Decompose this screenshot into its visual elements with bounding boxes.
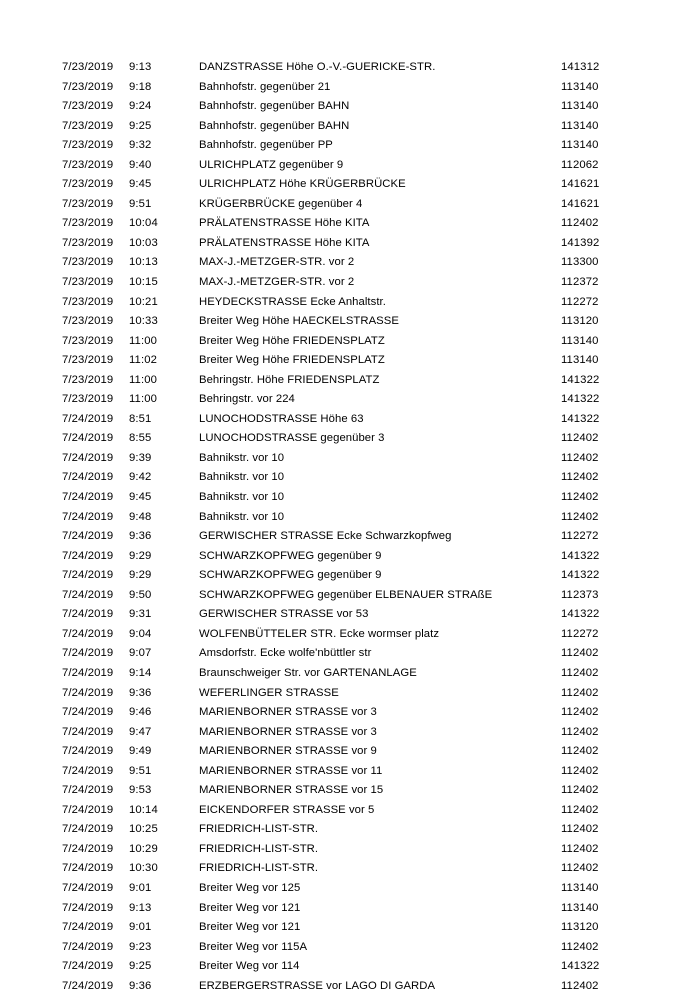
table-row bbox=[0, 488, 700, 508]
table-row bbox=[0, 723, 700, 743]
cell-code: 112402 bbox=[561, 686, 599, 699]
table-row bbox=[0, 136, 700, 156]
cell-time: 11:02 bbox=[129, 354, 157, 367]
cell-time: 9:49 bbox=[129, 745, 152, 758]
cell-location: Breiter Weg vor 121 bbox=[199, 921, 301, 934]
cell-code: 141322 bbox=[561, 393, 600, 406]
cell-code: 141322 bbox=[561, 608, 600, 621]
cell-location: EICKENDORFER STRASSE vor 5 bbox=[199, 803, 375, 816]
cell-location: WEFERLINGER STRASSE bbox=[199, 686, 339, 699]
cell-code: 112402 bbox=[561, 842, 599, 855]
cell-date: 7/24/2019 bbox=[62, 901, 114, 914]
cell-code: 141322 bbox=[561, 960, 600, 973]
cell-location: SCHWARZKOPFWEG gegenüber 9 bbox=[199, 569, 382, 582]
cell-date: 7/24/2019 bbox=[62, 471, 114, 484]
table-row bbox=[0, 468, 700, 488]
table-row bbox=[0, 527, 700, 547]
cell-code: 112373 bbox=[561, 588, 599, 601]
cell-code: 112402 bbox=[561, 706, 599, 719]
cell-date: 7/23/2019 bbox=[62, 178, 114, 191]
cell-date: 7/24/2019 bbox=[62, 725, 114, 738]
cell-time: 10:29 bbox=[129, 842, 158, 855]
cell-date: 7/24/2019 bbox=[62, 510, 114, 523]
cell-location: Breiter Weg vor 125 bbox=[199, 881, 301, 894]
cell-location: ULRICHPLATZ Höhe KRÜGERBRÜCKE bbox=[199, 178, 406, 191]
cell-code: 113120 bbox=[561, 315, 599, 328]
table-row bbox=[0, 117, 700, 137]
cell-location: Behringstr. Höhe FRIEDENSPLATZ bbox=[199, 373, 380, 386]
table-row bbox=[0, 859, 700, 879]
cell-location: Amsdorfstr. Ecke wolfe'nbüttler str bbox=[199, 647, 372, 660]
table-row bbox=[0, 781, 700, 801]
cell-date: 7/24/2019 bbox=[62, 608, 114, 621]
cell-date: 7/23/2019 bbox=[62, 119, 114, 132]
cell-time: 10:15 bbox=[129, 276, 158, 289]
cell-time: 9:36 bbox=[129, 686, 152, 699]
cell-time: 11:00 bbox=[129, 373, 157, 386]
cell-date: 7/23/2019 bbox=[62, 295, 114, 308]
table-row bbox=[0, 97, 700, 117]
table-row bbox=[0, 644, 700, 664]
table-row bbox=[0, 684, 700, 704]
cell-time: 9:36 bbox=[129, 979, 152, 990]
cell-location: MARIENBORNER STRASSE vor 3 bbox=[199, 725, 377, 738]
cell-code: 141392 bbox=[561, 236, 600, 249]
table-row bbox=[0, 664, 700, 684]
cell-location: Bahnikstr. vor 10 bbox=[199, 451, 285, 464]
cell-time: 11:00 bbox=[129, 393, 157, 406]
cell-code: 112402 bbox=[561, 940, 599, 953]
cell-location: GERWISCHER STRASSE vor 53 bbox=[199, 608, 369, 621]
cell-code: 112402 bbox=[561, 803, 599, 816]
cell-date: 7/24/2019 bbox=[62, 647, 114, 660]
cell-code: 113140 bbox=[561, 80, 599, 93]
cell-date: 7/24/2019 bbox=[62, 960, 114, 973]
table-row bbox=[0, 840, 700, 860]
cell-time: 9:32 bbox=[129, 139, 152, 152]
cell-date: 7/23/2019 bbox=[62, 393, 114, 406]
table-row bbox=[0, 977, 700, 990]
table-row bbox=[0, 762, 700, 782]
cell-code: 112062 bbox=[561, 158, 599, 171]
cell-time: 8:55 bbox=[129, 432, 152, 445]
cell-location: DANZSTRASSE Höhe O.-V.-GUERICKE-STR. bbox=[199, 61, 436, 73]
cell-date: 7/24/2019 bbox=[62, 862, 114, 875]
table-row bbox=[0, 703, 700, 723]
cell-location: WOLFENBÜTTELER STR. Ecke wormser platz bbox=[199, 627, 440, 640]
cell-date: 7/24/2019 bbox=[62, 432, 114, 445]
cell-date: 7/23/2019 bbox=[62, 197, 114, 210]
cell-location: Bahnhofstr. gegenüber BAHN bbox=[199, 100, 350, 113]
cell-code: 141322 bbox=[561, 549, 600, 562]
cell-location: ULRICHPLATZ gegenüber 9 bbox=[199, 158, 344, 171]
cell-time: 9:42 bbox=[129, 471, 152, 484]
cell-code: 112402 bbox=[561, 725, 599, 738]
cell-date: 7/24/2019 bbox=[62, 921, 114, 934]
cell-location: PRÄLATENSTRASSE Höhe KITA bbox=[199, 236, 370, 249]
cell-time: 9:25 bbox=[129, 119, 152, 132]
cell-time: 9:29 bbox=[129, 569, 152, 582]
cell-location: Bahnikstr. vor 10 bbox=[199, 471, 285, 484]
cell-date: 7/24/2019 bbox=[62, 412, 114, 425]
table-row bbox=[0, 586, 700, 606]
cell-time: 9:01 bbox=[129, 921, 152, 934]
cell-date: 7/24/2019 bbox=[62, 745, 114, 758]
cell-time: 11:00 bbox=[129, 334, 157, 347]
cell-location: MARIENBORNER STRASSE vor 3 bbox=[199, 706, 377, 719]
cell-code: 141621 bbox=[561, 178, 600, 191]
table-row bbox=[0, 390, 700, 410]
table-row bbox=[0, 78, 700, 98]
table-row bbox=[0, 351, 700, 371]
cell-date: 7/23/2019 bbox=[62, 373, 114, 386]
cell-time: 9:13 bbox=[129, 901, 152, 914]
cell-time: 9:48 bbox=[129, 510, 152, 523]
cell-time: 9:24 bbox=[129, 100, 152, 113]
cell-date: 7/23/2019 bbox=[62, 315, 114, 328]
cell-date: 7/24/2019 bbox=[62, 881, 114, 894]
cell-location: Breiter Weg Höhe HAECKELSTRASSE bbox=[199, 315, 399, 328]
table-row bbox=[0, 332, 700, 352]
cell-time: 10:03 bbox=[129, 236, 158, 249]
cell-time: 9:53 bbox=[129, 784, 152, 797]
cell-date: 7/24/2019 bbox=[62, 823, 114, 836]
cell-code: 112402 bbox=[561, 491, 599, 504]
cell-date: 7/24/2019 bbox=[62, 549, 114, 562]
cell-time: 10:13 bbox=[129, 256, 158, 269]
cell-code: 113140 bbox=[561, 100, 599, 113]
table-row bbox=[0, 742, 700, 762]
cell-code: 112402 bbox=[561, 217, 599, 230]
cell-time: 9:29 bbox=[129, 549, 152, 562]
cell-time: 9:39 bbox=[129, 451, 152, 464]
cell-date: 7/24/2019 bbox=[62, 451, 114, 464]
cell-location: Bahnhofstr. gegenüber PP bbox=[199, 139, 333, 152]
table-row bbox=[0, 156, 700, 176]
cell-code: 113140 bbox=[561, 334, 599, 347]
table-row bbox=[0, 410, 700, 430]
table-row bbox=[0, 253, 700, 273]
cell-time: 9:23 bbox=[129, 940, 152, 953]
cell-date: 7/24/2019 bbox=[62, 686, 114, 699]
cell-location: Braunschweiger Str. vor GARTENANLAGE bbox=[199, 666, 417, 679]
cell-code: 112402 bbox=[561, 784, 599, 797]
table-row bbox=[0, 429, 700, 449]
cell-date: 7/23/2019 bbox=[62, 334, 114, 347]
table-row bbox=[0, 605, 700, 625]
cell-time: 9:50 bbox=[129, 588, 152, 601]
table-row bbox=[0, 449, 700, 469]
cell-date: 7/24/2019 bbox=[62, 940, 114, 953]
table-row bbox=[0, 625, 700, 645]
cell-time: 9:46 bbox=[129, 706, 152, 719]
table-row bbox=[0, 273, 700, 293]
cell-time: 9:14 bbox=[129, 666, 152, 679]
cell-date: 7/24/2019 bbox=[62, 491, 114, 504]
cell-code: 112402 bbox=[561, 647, 599, 660]
cell-time: 9:47 bbox=[129, 725, 152, 738]
table-row bbox=[0, 820, 700, 840]
cell-code: 112372 bbox=[561, 276, 599, 289]
cell-code: 112402 bbox=[561, 745, 599, 758]
cell-location: SCHWARZKOPFWEG gegenüber 9 bbox=[199, 549, 382, 562]
cell-date: 7/24/2019 bbox=[62, 979, 114, 990]
cell-time: 9:04 bbox=[129, 627, 152, 640]
cell-date: 7/24/2019 bbox=[62, 569, 114, 582]
cell-date: 7/23/2019 bbox=[62, 158, 114, 171]
cell-location: MARIENBORNER STRASSE vor 15 bbox=[199, 784, 384, 797]
cell-date: 7/24/2019 bbox=[62, 530, 114, 543]
cell-date: 7/24/2019 bbox=[62, 588, 114, 601]
cell-code: 141621 bbox=[561, 197, 600, 210]
cell-location: FRIEDRICH-LIST-STR. bbox=[199, 823, 319, 836]
cell-location: FRIEDRICH-LIST-STR. bbox=[199, 862, 319, 875]
cell-code: 141322 bbox=[561, 569, 600, 582]
cell-date: 7/24/2019 bbox=[62, 764, 114, 777]
cell-location: ERZBERGERSTRASSE vor LAGO DI GARDA bbox=[199, 979, 436, 990]
table-row bbox=[0, 195, 700, 215]
cell-date: 7/23/2019 bbox=[62, 236, 114, 249]
cell-location: HEYDECKSTRASSE Ecke Anhaltstr. bbox=[199, 295, 386, 308]
cell-date: 7/23/2019 bbox=[62, 217, 114, 230]
cell-date: 7/24/2019 bbox=[62, 784, 114, 797]
cell-location: LUNOCHODSTRASSE Höhe 63 bbox=[199, 412, 364, 425]
cell-time: 8:51 bbox=[129, 412, 152, 425]
cell-code: 141322 bbox=[561, 373, 600, 386]
cell-date: 7/23/2019 bbox=[62, 276, 114, 289]
cell-date: 7/24/2019 bbox=[62, 842, 114, 855]
table-row bbox=[0, 801, 700, 821]
cell-time: 9:36 bbox=[129, 530, 152, 543]
table-row bbox=[0, 175, 700, 195]
cell-location: Bahnhofstr. gegenüber BAHN bbox=[199, 119, 350, 132]
cell-code: 141312 bbox=[561, 61, 600, 73]
cell-date: 7/23/2019 bbox=[62, 80, 114, 93]
cell-date: 7/23/2019 bbox=[62, 61, 114, 73]
cell-time: 10:25 bbox=[129, 823, 158, 836]
cell-date: 7/23/2019 bbox=[62, 256, 114, 269]
table-row bbox=[0, 879, 700, 899]
cell-location: MARIENBORNER STRASSE vor 11 bbox=[199, 764, 383, 777]
cell-location: PRÄLATENSTRASSE Höhe KITA bbox=[199, 217, 370, 230]
cell-time: 10:04 bbox=[129, 217, 158, 230]
cell-location: KRÜGERBRÜCKE gegenüber 4 bbox=[199, 197, 363, 210]
cell-code: 112402 bbox=[561, 471, 599, 484]
cell-time: 9:07 bbox=[129, 647, 152, 660]
table-row bbox=[0, 214, 700, 234]
table-row bbox=[0, 371, 700, 391]
cell-location: SCHWARZKOPFWEG gegenüber ELBENAUER STRAßE bbox=[199, 588, 493, 601]
cell-location: MAX-J.-METZGER-STR. vor 2 bbox=[199, 276, 355, 289]
cell-location: FRIEDRICH-LIST-STR. bbox=[199, 842, 319, 855]
table-row bbox=[0, 547, 700, 567]
cell-code: 113120 bbox=[561, 921, 599, 934]
cell-time: 10:33 bbox=[129, 315, 158, 328]
cell-location: Bahnikstr. vor 10 bbox=[199, 510, 285, 523]
cell-time: 10:30 bbox=[129, 862, 158, 875]
cell-time: 9:51 bbox=[129, 197, 152, 210]
cell-code: 113140 bbox=[561, 354, 599, 367]
cell-code: 112402 bbox=[561, 823, 599, 836]
cell-code: 113140 bbox=[561, 881, 599, 894]
cell-code: 112402 bbox=[561, 764, 599, 777]
table-row bbox=[0, 566, 700, 586]
cell-date: 7/24/2019 bbox=[62, 803, 114, 816]
cell-code: 113140 bbox=[561, 901, 599, 914]
cell-time: 9:13 bbox=[129, 61, 152, 73]
cell-time: 10:21 bbox=[129, 295, 158, 308]
cell-code: 112402 bbox=[561, 862, 599, 875]
table-row bbox=[0, 918, 700, 938]
cell-time: 9:45 bbox=[129, 178, 152, 191]
table-row bbox=[0, 234, 700, 254]
table-row bbox=[0, 58, 700, 78]
cell-code: 112402 bbox=[561, 666, 599, 679]
cell-location: Behringstr. vor 224 bbox=[199, 393, 295, 406]
cell-code: 113300 bbox=[561, 256, 599, 269]
cell-date: 7/24/2019 bbox=[62, 706, 114, 719]
cell-time: 9:01 bbox=[129, 881, 152, 894]
table-row bbox=[0, 293, 700, 313]
cell-location: Breiter Weg Höhe FRIEDENSPLATZ bbox=[199, 354, 385, 367]
cell-time: 9:18 bbox=[129, 80, 152, 93]
cell-date: 7/23/2019 bbox=[62, 100, 114, 113]
cell-location: MARIENBORNER STRASSE vor 9 bbox=[199, 745, 377, 758]
cell-date: 7/24/2019 bbox=[62, 666, 114, 679]
cell-date: 7/23/2019 bbox=[62, 139, 114, 152]
cell-code: 112272 bbox=[561, 295, 599, 308]
table-row bbox=[0, 957, 700, 977]
cell-code: 112402 bbox=[561, 979, 599, 990]
cell-time: 9:31 bbox=[129, 608, 152, 621]
table-row bbox=[0, 938, 700, 958]
cell-code: 112272 bbox=[561, 627, 599, 640]
cell-code: 112402 bbox=[561, 510, 599, 523]
cell-location: LUNOCHODSTRASSE gegenüber 3 bbox=[199, 432, 385, 445]
table-row bbox=[0, 899, 700, 919]
cell-code: 112272 bbox=[561, 530, 599, 543]
cell-time: 9:25 bbox=[129, 960, 152, 973]
cell-time: 9:51 bbox=[129, 764, 152, 777]
cell-date: 7/24/2019 bbox=[62, 627, 114, 640]
cell-code: 112402 bbox=[561, 432, 599, 445]
cell-code: 113140 bbox=[561, 139, 599, 152]
cell-location: Bahnhofstr. gegenüber 21 bbox=[199, 80, 331, 93]
cell-location: Bahnikstr. vor 10 bbox=[199, 491, 285, 504]
cell-time: 9:45 bbox=[129, 491, 152, 504]
records-table bbox=[0, 58, 700, 990]
cell-location: GERWISCHER STRASSE Ecke Schwarzkopfweg bbox=[199, 530, 452, 543]
cell-location: Breiter Weg Höhe FRIEDENSPLATZ bbox=[199, 334, 385, 347]
cell-location: Breiter Weg vor 121 bbox=[199, 901, 301, 914]
cell-code: 141322 bbox=[561, 412, 600, 425]
cell-time: 10:14 bbox=[129, 803, 158, 816]
cell-time: 9:40 bbox=[129, 158, 152, 171]
cell-code: 112402 bbox=[561, 451, 599, 464]
cell-location: Breiter Weg vor 115A bbox=[199, 940, 308, 953]
cell-location: Breiter Weg vor 114 bbox=[199, 960, 300, 973]
cell-date: 7/23/2019 bbox=[62, 354, 114, 367]
cell-location: MAX-J.-METZGER-STR. vor 2 bbox=[199, 256, 355, 269]
cell-code: 113140 bbox=[561, 119, 599, 132]
table-row bbox=[0, 508, 700, 528]
table-row bbox=[0, 312, 700, 332]
